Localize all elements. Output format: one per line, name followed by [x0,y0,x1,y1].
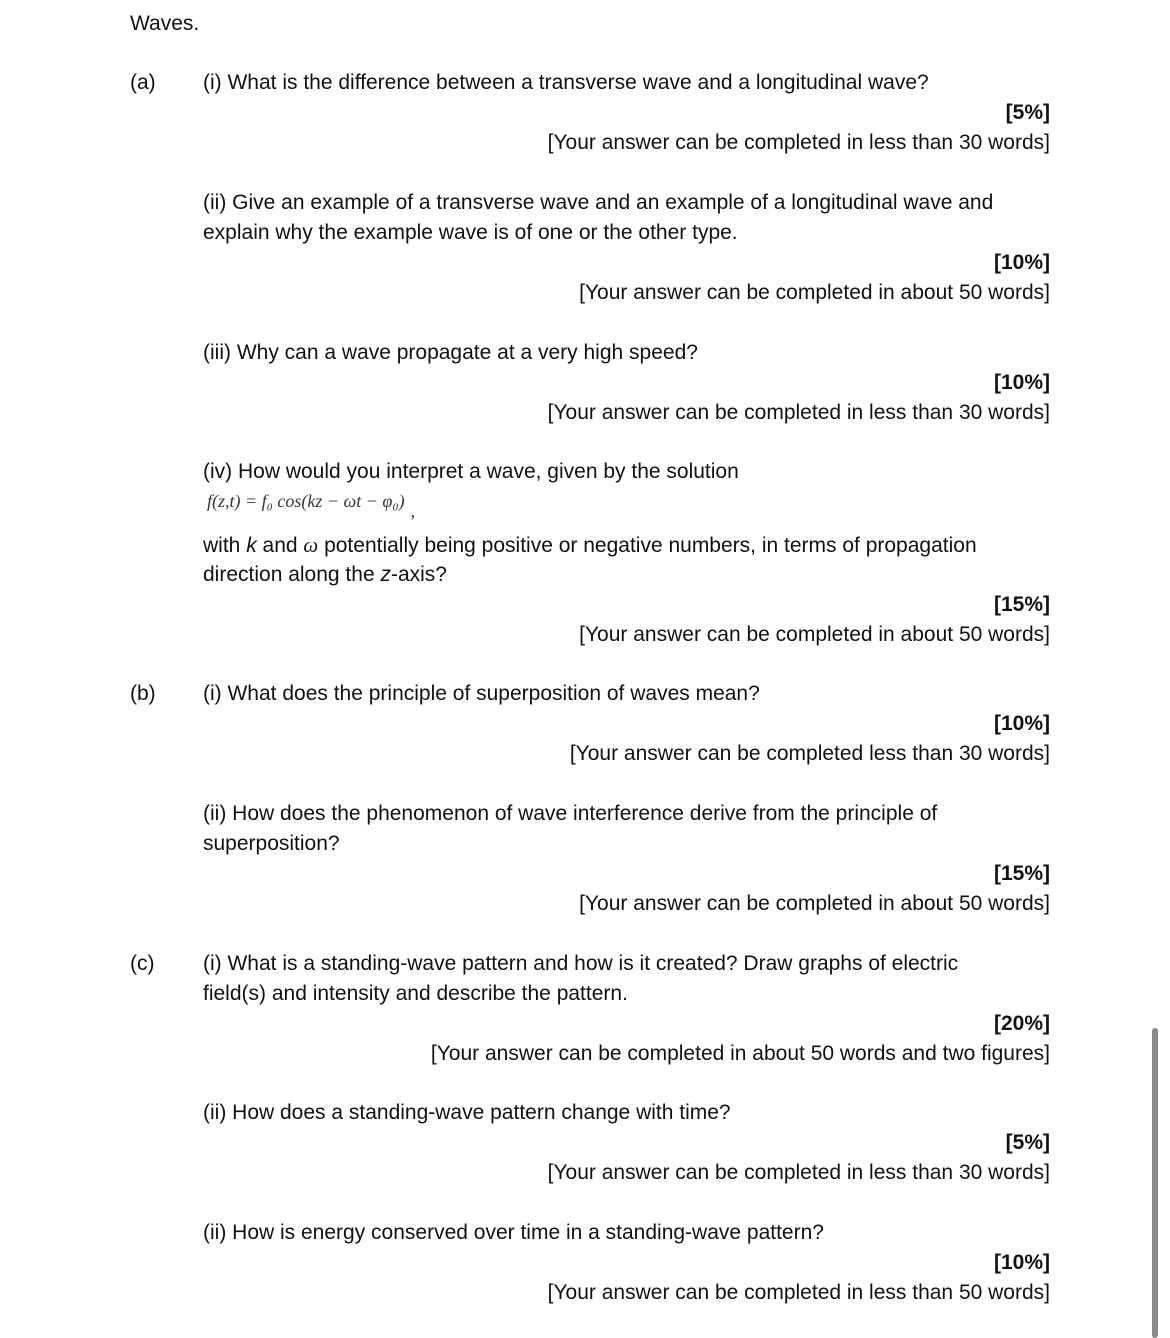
question-c-i-line1: (i) What is a standing-wave pattern and how is it created? Draw graphs of electric [203,952,959,975]
question-b-ii-line1: (ii) How does the phenomenon of wave interference derive from the principle of [203,802,938,825]
question-a-i: (i) What is the difference between a transverse wave and a longitudinal wave? [203,71,929,94]
question-a-iii: (iii) Why can a wave propagate at a very high speed? [203,341,698,364]
section-a-label: (a) [130,71,156,94]
section-b-label: (b) [130,682,156,705]
question-a-ii-line2: explain why the example wave is of one or the other type. [203,221,738,244]
marks-a-iii: [10%] [993,371,1050,394]
text-fragment: potentially being positive or negative numbers, in terms of propagation [318,534,977,557]
text-fragment: direction along the [203,563,381,586]
variable-z: z [380,563,391,586]
hint-a-i: [Your answer can be completed in less than 30 words] [547,131,1050,154]
marks-a-ii: [10%] [993,251,1050,274]
marks-b-ii: [15%] [993,862,1050,885]
question-a-iv-line3 [203,561,447,589]
hint-b-ii: [Your answer can be completed in about 50 words] [579,892,1050,915]
hint-c-iii: [Your answer can be completed in less than 50 words] [547,1281,1050,1304]
hint-a-iv: [Your answer can be completed in about 50 words] [579,623,1050,646]
marks-a-i: [5%] [1005,101,1050,124]
text-fragment: -axis? [390,563,447,586]
section-c-label: (c) [130,952,155,975]
marks-c-i: [20%] [993,1012,1050,1035]
hint-c-ii: [Your answer can be completed in less than 30 words] [547,1161,1050,1184]
text-fragment: with [203,534,247,557]
question-b-ii-line2: superposition? [203,832,340,855]
page-title: Waves. [130,12,200,35]
vertical-scrollbar[interactable] [1152,1028,1158,1338]
question-a-iv-line1: (iv) How would you interpret a wave, given by the solution [203,460,739,483]
marks-c-ii: [5%] [1005,1131,1050,1154]
wave-formula-comma: , [410,501,416,521]
wave-formula-expression: f(z,t) = f₀ cos(kz − ωt − φ₀) [207,491,405,511]
hint-a-iii: [Your answer can be completed in less than 30 words] [547,401,1050,424]
hint-b-i: [Your answer can be completed less than 30 words] [569,742,1050,765]
question-c-i-line2: field(s) and intensity and describe the pattern. [203,982,628,1005]
question-a-iv-line2 [203,531,977,560]
question-a-ii-line1: (ii) Give an example of a transverse wave and an example of a longitudinal wave and [203,191,994,214]
wave-formula [207,488,416,521]
marks-a-iv: [15%] [993,593,1050,616]
question-b-i: (i) What does the principle of superposition of waves mean? [203,682,760,705]
question-c-ii: (ii) How does a standing-wave pattern change with time? [203,1101,731,1124]
hint-a-ii: [Your answer can be completed in about 50 words] [579,281,1050,304]
marks-b-i: [10%] [993,712,1050,735]
variable-omega: ω [303,533,319,557]
marks-c-iii: [10%] [993,1251,1050,1274]
question-c-iii: (ii) How is energy conserved over time in a standing-wave pattern? [203,1221,824,1244]
variable-k: k [246,534,257,557]
text-fragment: and [256,534,304,557]
hint-c-i: [Your answer can be completed in about 50 words and two figures] [430,1042,1050,1065]
